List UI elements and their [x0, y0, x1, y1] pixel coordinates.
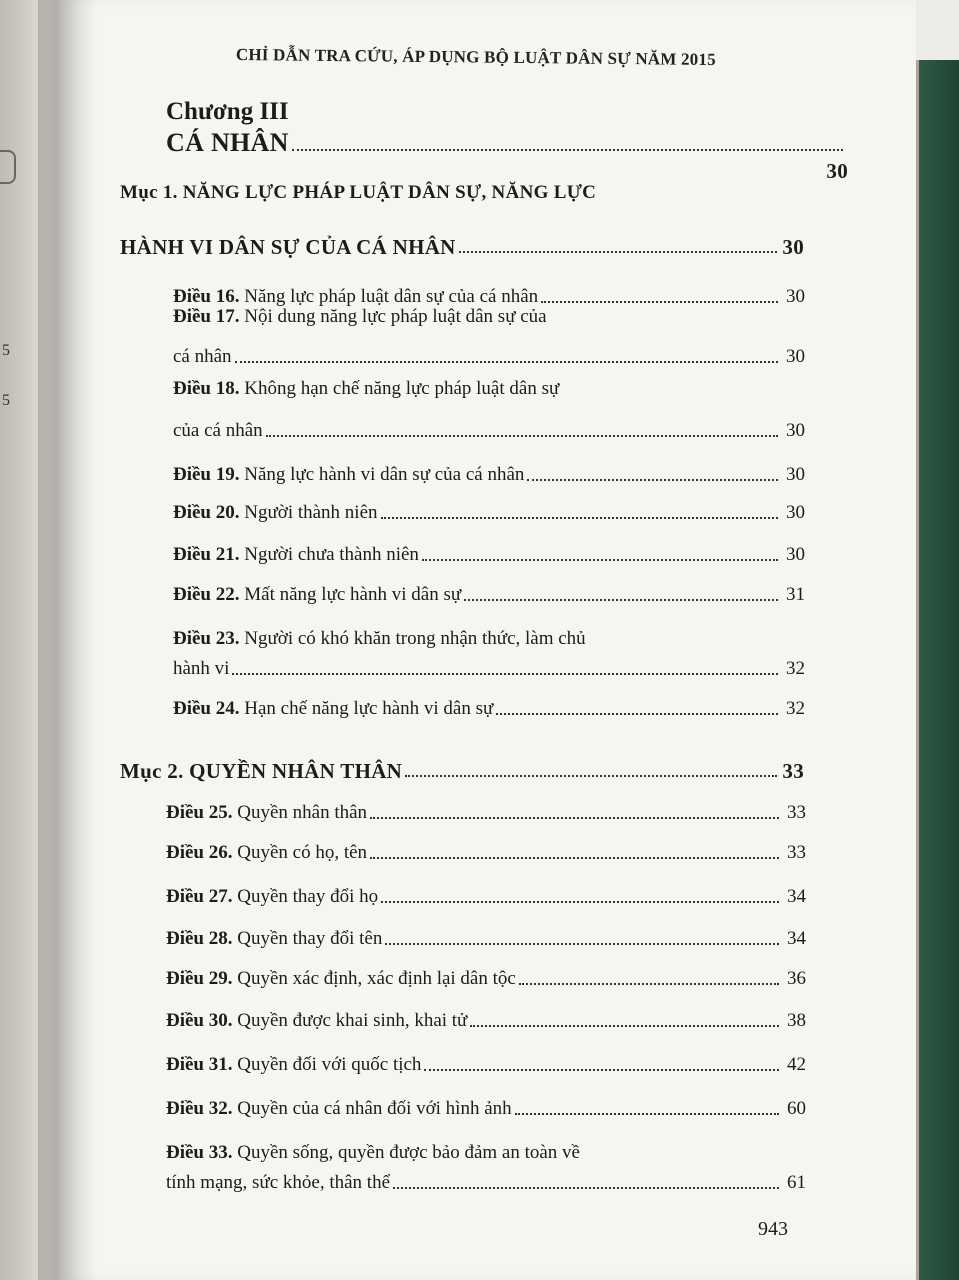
article-number: Điều 33. [166, 1142, 233, 1163]
article-number: Điều 16. [173, 286, 240, 307]
toc-entry-line1 [173, 626, 805, 652]
toc-entry [173, 418, 805, 444]
article-title: Quyền thay đổi tên [237, 928, 383, 949]
dot-leader [370, 817, 779, 819]
article-title: Quyền của cá nhân đối với hình ảnh [237, 1098, 512, 1119]
article-title: Nội dung năng lực pháp luật dân sự của [244, 306, 547, 327]
dot-leader [292, 149, 843, 151]
section-title-line: Mục 1. NĂNG LỰC PHÁP LUẬT DÂN SỰ, NĂNG LỰC [120, 182, 597, 203]
article-page: 33 [787, 842, 806, 863]
spine-shadow [38, 0, 98, 1280]
dot-leader [381, 517, 778, 519]
chapter-title-row [166, 128, 846, 158]
article-title: Người có khó khăn trong nhận thức, làm chủ [244, 628, 586, 649]
article-title-cont: của cá nhân [173, 420, 263, 441]
article-page: 32 [786, 658, 805, 679]
toc-entry [166, 1096, 806, 1122]
book-page [58, 0, 916, 1280]
article-page: 36 [787, 968, 806, 989]
article-title: Người thành niên [244, 502, 378, 523]
section-page: 30 [782, 235, 804, 259]
section-title-line-2: HÀNH VI DÂN SỰ CỦA CÁ NHÂN [120, 235, 456, 259]
article-number: Điều 22. [173, 584, 240, 605]
article-title-cont: hành vi [173, 658, 230, 679]
article-title: Năng lực hành vi dân sự của cá nhân [244, 464, 525, 485]
article-number: Điều 29. [166, 968, 233, 989]
toc-entry [166, 884, 806, 910]
dot-leader [541, 301, 778, 303]
article-page: 30 [786, 464, 805, 485]
article-page: 33 [787, 802, 806, 823]
section-row-1 [120, 234, 804, 260]
article-number: Điều 18. [173, 378, 240, 399]
article-page: 34 [787, 928, 806, 949]
article-title: Quyền sống, quyền được bảo đảm an toàn về [237, 1142, 580, 1163]
dot-leader [464, 599, 778, 601]
article-number: Điều 21. [173, 544, 240, 565]
toc-entry [173, 500, 805, 526]
toc-entry [173, 582, 805, 608]
article-title: Quyền có họ, tên [237, 842, 368, 863]
dot-leader [470, 1025, 779, 1027]
article-page: 61 [787, 1172, 806, 1193]
article-page: 30 [786, 286, 805, 307]
article-page: 30 [786, 544, 805, 565]
article-title: Năng lực pháp luật dân sự của cá nhân [244, 286, 539, 307]
dot-leader [385, 943, 779, 945]
article-title: Quyền nhân thân [237, 802, 368, 823]
article-page: 34 [787, 886, 806, 907]
dot-leader [519, 983, 779, 985]
article-title-cont: cá nhân [173, 346, 232, 367]
dot-leader [527, 479, 778, 481]
article-page: 30 [786, 420, 805, 441]
toc-entry-line1 [173, 376, 805, 402]
article-title: Quyền thay đổi họ [237, 886, 379, 907]
dot-leader [235, 361, 778, 363]
toc-entry [166, 840, 806, 866]
section-row-2 [120, 758, 804, 784]
article-title: Quyền được khai sinh, khai tử [237, 1010, 468, 1031]
article-number: Điều 27. [166, 886, 233, 907]
article-number: Điều 20. [173, 502, 240, 523]
toc-entry [173, 542, 805, 568]
chapter-page: 30 [826, 159, 848, 183]
article-number: Điều 32. [166, 1098, 233, 1119]
article-page: 31 [786, 584, 805, 605]
dot-leader [496, 713, 778, 715]
dot-leader [422, 559, 778, 561]
toc-entry-line1 [173, 304, 805, 330]
dot-leader [381, 901, 779, 903]
toc-entry [173, 696, 805, 722]
article-title: Quyền đối với quốc tịch [237, 1054, 422, 1075]
article-page: 38 [787, 1010, 806, 1031]
toc-entry [166, 1008, 806, 1034]
article-number: Điều 17. [173, 306, 240, 327]
article-number: Điều 25. [166, 802, 233, 823]
toc-entry [166, 800, 806, 826]
article-number: Điều 24. [173, 698, 240, 719]
article-title: Không hạn chế năng lực pháp luật dân sự [244, 378, 560, 399]
toc-entry-line1 [166, 1140, 806, 1166]
article-title: Mất năng lực hành vi dân sự [244, 584, 462, 605]
toc-entry [166, 926, 806, 952]
section-page: 33 [782, 759, 804, 783]
article-title-cont: tính mạng, sức khỏe, thân thể [166, 1172, 391, 1193]
left-page-mark: 5 [2, 342, 10, 359]
article-page: 32 [786, 698, 805, 719]
dot-leader [405, 775, 777, 777]
chapter-title: CÁ NHÂN [166, 128, 289, 157]
dot-leader [459, 251, 777, 253]
article-title: Hạn chế năng lực hành vi dân sự [244, 698, 494, 719]
dot-leader [266, 435, 778, 437]
article-page: 30 [786, 502, 805, 523]
article-page: 42 [787, 1054, 806, 1075]
article-number: Điều 23. [173, 628, 240, 649]
toc-entry [173, 344, 805, 370]
article-number: Điều 26. [166, 842, 233, 863]
toc-entry [173, 656, 805, 682]
article-page: 60 [787, 1098, 806, 1119]
toc-entry [166, 966, 806, 992]
article-number: Điều 30. [166, 1010, 233, 1031]
page-number: 943 [758, 1218, 788, 1240]
running-header: CHỈ DẪN TRA CỨU, ÁP DỤNG BỘ LUẬT DÂN SỰ NĂM 2015 [235, 45, 716, 70]
toc-entry [166, 1170, 806, 1196]
dot-leader [232, 673, 778, 675]
article-title: Người chưa thành niên [244, 544, 419, 565]
book-cover [919, 60, 959, 1280]
toc-entry [166, 1052, 806, 1078]
article-title: Quyền xác định, xác định lại dân tộc [237, 968, 516, 989]
article-number: Điều 28. [166, 928, 233, 949]
article-number: Điều 31. [166, 1054, 233, 1075]
section-title: Mục 2. QUYỀN NHÂN THÂN [120, 759, 403, 783]
article-page: 30 [786, 346, 805, 367]
dot-leader [393, 1187, 779, 1189]
left-page-mark: 5 [2, 392, 10, 409]
dot-leader [424, 1069, 779, 1071]
chapter-label: Chương III [166, 98, 289, 125]
dot-leader [370, 857, 779, 859]
article-number: Điều 19. [173, 464, 240, 485]
toc-entry [173, 462, 805, 488]
binder-clip-icon [0, 150, 16, 184]
dot-leader [515, 1113, 779, 1115]
